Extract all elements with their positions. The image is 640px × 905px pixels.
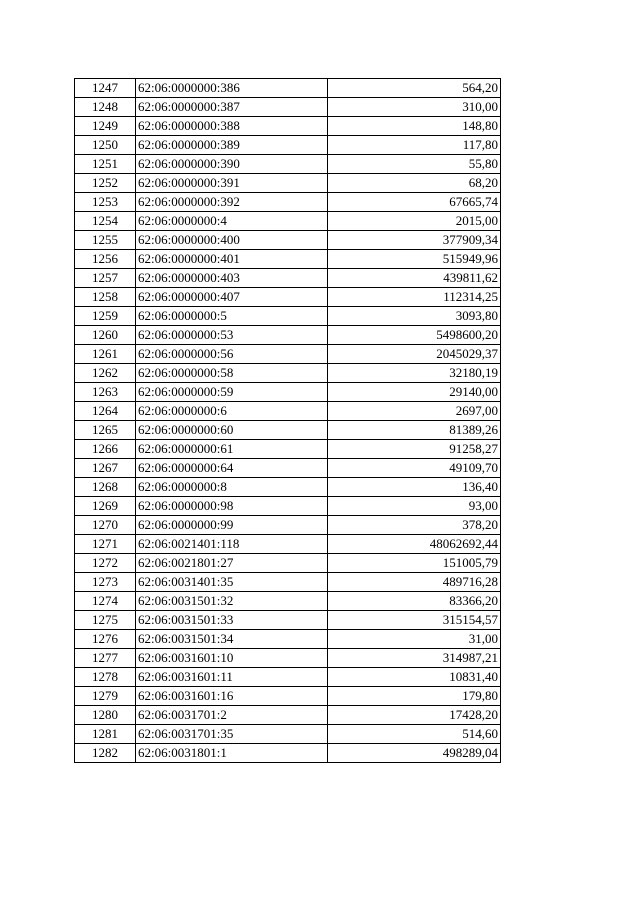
value-cell: 314987,21 [328,649,501,668]
value-cell: 377909,34 [328,231,501,250]
value-cell: 151005,79 [328,554,501,573]
cadastral-number-cell: 62:06:0031801:1 [136,744,328,763]
cadastral-number-cell: 62:06:0000000:99 [136,516,328,535]
table-row [75,554,501,573]
row-number-cell: 1251 [75,155,136,174]
table-row [75,744,501,763]
table-row [75,269,501,288]
row-number-cell: 1272 [75,554,136,573]
table-row [75,440,501,459]
table-row [75,288,501,307]
value-cell: 32180,19 [328,364,501,383]
row-number-cell: 1258 [75,288,136,307]
value-cell: 117,80 [328,136,501,155]
value-cell: 91258,27 [328,440,501,459]
row-number-cell: 1253 [75,193,136,212]
cadastral-number-cell: 62:06:0000000:4 [136,212,328,231]
cadastral-number-cell: 62:06:0021801:27 [136,554,328,573]
value-cell: 49109,70 [328,459,501,478]
row-number-cell: 1261 [75,345,136,364]
table-body [75,79,501,763]
cadastral-number-cell: 62:06:0000000:59 [136,383,328,402]
value-cell: 93,00 [328,497,501,516]
value-cell: 3093,80 [328,307,501,326]
row-number-cell: 1259 [75,307,136,326]
row-number-cell: 1281 [75,725,136,744]
value-cell: 378,20 [328,516,501,535]
row-number-cell: 1282 [75,744,136,763]
cadastral-number-cell: 62:06:0031401:35 [136,573,328,592]
value-cell: 31,00 [328,630,501,649]
table-row [75,535,501,554]
table-row [75,307,501,326]
table-row [75,231,501,250]
value-cell: 112314,25 [328,288,501,307]
table-row [75,497,501,516]
table-row [75,250,501,269]
cadastral-number-cell: 62:06:0000000:6 [136,402,328,421]
table-row [75,364,501,383]
cadastral-number-cell: 62:06:0000000:388 [136,117,328,136]
cadastral-number-cell: 62:06:0000000:390 [136,155,328,174]
row-number-cell: 1266 [75,440,136,459]
table-row [75,668,501,687]
table-row [75,174,501,193]
row-number-cell: 1263 [75,383,136,402]
cadastral-number-cell: 62:06:0000000:53 [136,326,328,345]
table-row [75,79,501,98]
value-cell: 310,00 [328,98,501,117]
table-row [75,630,501,649]
row-number-cell: 1279 [75,687,136,706]
table-row [75,345,501,364]
value-cell: 489716,28 [328,573,501,592]
cadastral-number-cell: 62:06:0000000:400 [136,231,328,250]
value-cell: 498289,04 [328,744,501,763]
row-number-cell: 1254 [75,212,136,231]
row-number-cell: 1252 [75,174,136,193]
value-cell: 5498600,20 [328,326,501,345]
row-number-cell: 1265 [75,421,136,440]
row-number-cell: 1264 [75,402,136,421]
row-number-cell: 1249 [75,117,136,136]
cadastral-number-cell: 62:06:0000000:56 [136,345,328,364]
table-row [75,421,501,440]
row-number-cell: 1248 [75,98,136,117]
cadastral-number-cell: 62:06:0000000:403 [136,269,328,288]
value-cell: 67665,74 [328,193,501,212]
table-row [75,649,501,668]
row-number-cell: 1271 [75,535,136,554]
cadastral-number-cell: 62:06:0000000:60 [136,421,328,440]
value-cell: 515949,96 [328,250,501,269]
value-cell: 136,40 [328,478,501,497]
table-row [75,611,501,630]
cadastral-number-cell: 62:06:0031701:35 [136,725,328,744]
row-number-cell: 1278 [75,668,136,687]
row-number-cell: 1247 [75,79,136,98]
row-number-cell: 1267 [75,459,136,478]
row-number-cell: 1280 [75,706,136,725]
row-number-cell: 1262 [75,364,136,383]
value-cell: 81389,26 [328,421,501,440]
cadastral-number-cell: 62:06:0000000:386 [136,79,328,98]
cadastral-number-cell: 62:06:0031601:16 [136,687,328,706]
value-cell: 2697,00 [328,402,501,421]
cadastral-number-cell: 62:06:0000000:391 [136,174,328,193]
row-number-cell: 1257 [75,269,136,288]
cadastral-number-cell: 62:06:0031501:32 [136,592,328,611]
value-cell: 17428,20 [328,706,501,725]
table-row [75,478,501,497]
value-cell: 48062692,44 [328,535,501,554]
row-number-cell: 1250 [75,136,136,155]
row-number-cell: 1275 [75,611,136,630]
table-row [75,383,501,402]
cadastral-number-cell: 62:06:0000000:58 [136,364,328,383]
row-number-cell: 1256 [75,250,136,269]
table-row [75,98,501,117]
value-cell: 55,80 [328,155,501,174]
cadastral-number-cell: 62:06:0031501:34 [136,630,328,649]
cadastral-number-cell: 62:06:0000000:392 [136,193,328,212]
value-cell: 148,80 [328,117,501,136]
value-cell: 10831,40 [328,668,501,687]
cadastral-number-cell: 62:06:0000000:64 [136,459,328,478]
cadastral-number-cell: 62:06:0031701:2 [136,706,328,725]
value-cell: 315154,57 [328,611,501,630]
table-row [75,592,501,611]
value-cell: 179,80 [328,687,501,706]
row-number-cell: 1255 [75,231,136,250]
cadastral-value-table [74,78,501,763]
cadastral-number-cell: 62:06:0000000:5 [136,307,328,326]
row-number-cell: 1276 [75,630,136,649]
row-number-cell: 1277 [75,649,136,668]
value-cell: 564,20 [328,79,501,98]
row-number-cell: 1268 [75,478,136,497]
value-cell: 514,60 [328,725,501,744]
value-cell: 29140,00 [328,383,501,402]
cadastral-number-cell: 62:06:0031501:33 [136,611,328,630]
row-number-cell: 1269 [75,497,136,516]
table-row [75,687,501,706]
row-number-cell: 1260 [75,326,136,345]
cadastral-number-cell: 62:06:0000000:401 [136,250,328,269]
cadastral-number-cell: 62:06:0000000:98 [136,497,328,516]
table-row [75,326,501,345]
cadastral-number-cell: 62:06:0000000:387 [136,98,328,117]
table-row [75,155,501,174]
cadastral-number-cell: 62:06:0000000:389 [136,136,328,155]
table-row [75,459,501,478]
table-row [75,402,501,421]
value-cell: 68,20 [328,174,501,193]
table-row [75,117,501,136]
cadastral-number-cell: 62:06:0031601:10 [136,649,328,668]
cadastral-number-cell: 62:06:0000000:407 [136,288,328,307]
row-number-cell: 1274 [75,592,136,611]
table-row [75,725,501,744]
value-cell: 439811,62 [328,269,501,288]
row-number-cell: 1270 [75,516,136,535]
cadastral-number-cell: 62:06:0031601:11 [136,668,328,687]
table-row [75,573,501,592]
value-cell: 83366,20 [328,592,501,611]
row-number-cell: 1273 [75,573,136,592]
value-cell: 2045029,37 [328,345,501,364]
value-cell: 2015,00 [328,212,501,231]
table-row [75,136,501,155]
table-row [75,193,501,212]
table-row [75,212,501,231]
cadastral-number-cell: 62:06:0000000:8 [136,478,328,497]
table-row [75,516,501,535]
cadastral-number-cell: 62:06:0000000:61 [136,440,328,459]
table-row [75,706,501,725]
cadastral-number-cell: 62:06:0021401:118 [136,535,328,554]
